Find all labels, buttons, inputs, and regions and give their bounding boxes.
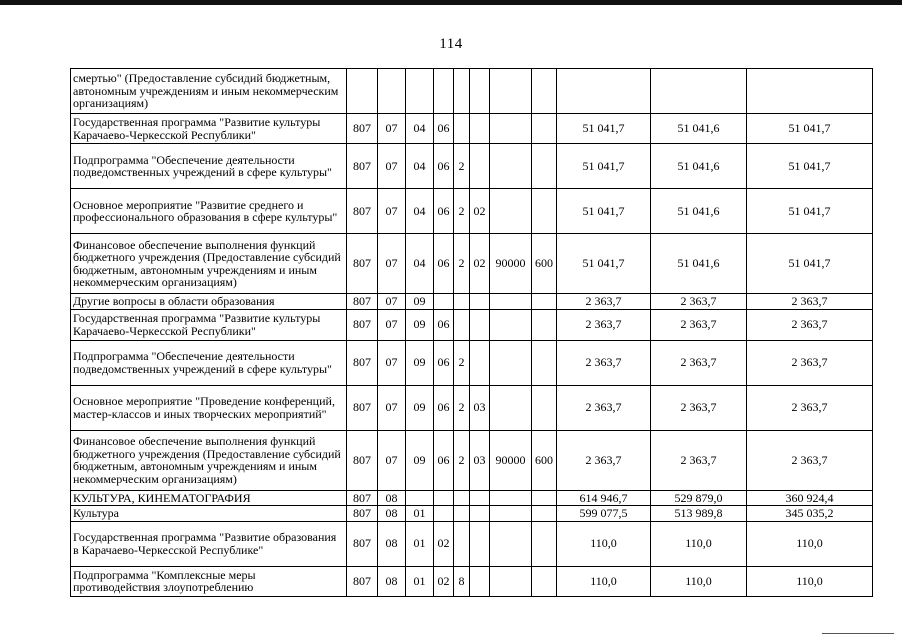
ministry-code: 807	[347, 340, 378, 385]
table-row	[71, 144, 873, 189]
activity-code	[470, 340, 490, 385]
amount-year-3: 51 041,7	[747, 234, 873, 294]
activity-code	[470, 309, 490, 340]
subprogram-code: 2	[454, 340, 470, 385]
subprogram-code: 2	[454, 144, 470, 189]
budget-item-name: Подпрограмма "Комплексные меры противодействия злоупотреблению	[71, 566, 347, 596]
subsection-code: 04	[406, 144, 434, 189]
ministry-code: 807	[347, 385, 378, 430]
direction-code	[490, 566, 532, 596]
table-row	[71, 234, 873, 294]
amount-year-3: 2 363,7	[747, 309, 873, 340]
activity-code	[470, 69, 490, 114]
table-row	[71, 506, 873, 522]
table-row	[71, 340, 873, 385]
budget-table	[70, 68, 873, 597]
amount-year-1: 51 041,7	[557, 234, 651, 294]
subprogram-code	[454, 309, 470, 340]
amount-year-2	[651, 69, 747, 114]
direction-code	[490, 114, 532, 144]
program-code: 06	[434, 189, 454, 234]
direction-code	[490, 490, 532, 506]
expense-type-code	[532, 69, 557, 114]
expense-type-code	[532, 566, 557, 596]
activity-code	[470, 521, 490, 566]
amount-year-2: 51 041,6	[651, 234, 747, 294]
amount-year-3: 51 041,7	[747, 114, 873, 144]
subprogram-code	[454, 490, 470, 506]
subprogram-code: 2	[454, 234, 470, 294]
direction-code	[490, 69, 532, 114]
amount-year-3: 51 041,7	[747, 189, 873, 234]
activity-code	[470, 114, 490, 144]
expense-type-code: 600	[532, 234, 557, 294]
budget-item-name: Государственная программа "Развитие культуры Карачаево-Черкесской Республики"	[71, 114, 347, 144]
ministry-code: 807	[347, 189, 378, 234]
activity-code	[470, 294, 490, 310]
amount-year-3: 2 363,7	[747, 385, 873, 430]
activity-code	[470, 506, 490, 522]
subsection-code: 09	[406, 294, 434, 310]
amount-year-1: 110,0	[557, 566, 651, 596]
program-code: 06	[434, 114, 454, 144]
ministry-code: 807	[347, 521, 378, 566]
ministry-code: 807	[347, 144, 378, 189]
amount-year-1: 599 077,5	[557, 506, 651, 522]
subprogram-code: 2	[454, 385, 470, 430]
subsection-code: 01	[406, 506, 434, 522]
budget-item-name: КУЛЬТУРА, КИНЕМАТОГРАФИЯ	[71, 490, 347, 506]
expense-type-code	[532, 144, 557, 189]
expense-type-code	[532, 189, 557, 234]
table-row	[71, 114, 873, 144]
ministry-code: 807	[347, 294, 378, 310]
direction-code	[490, 385, 532, 430]
program-code: 02	[434, 521, 454, 566]
amount-year-1: 2 363,7	[557, 309, 651, 340]
amount-year-2: 529 879,0	[651, 490, 747, 506]
amount-year-1: 51 041,7	[557, 189, 651, 234]
table-row	[71, 189, 873, 234]
section-code	[378, 69, 406, 114]
budget-item-name: Государственная программа "Развитие образования в Карачаево-Черкесской Республике"	[71, 521, 347, 566]
activity-code: 03	[470, 430, 490, 490]
amount-year-1: 2 363,7	[557, 430, 651, 490]
amount-year-1: 2 363,7	[557, 340, 651, 385]
ministry-code: 807	[347, 430, 378, 490]
expense-type-code	[532, 506, 557, 522]
amount-year-3: 110,0	[747, 521, 873, 566]
budget-item-name: Основное мероприятие "Развитие среднего и профессионального образования в сфере культуры"	[71, 189, 347, 234]
budget-item-name: Государственная программа "Развитие культуры Карачаево-Черкесской Республики"	[71, 309, 347, 340]
subsection-code: 09	[406, 340, 434, 385]
amount-year-3: 2 363,7	[747, 294, 873, 310]
subsection-code: 09	[406, 309, 434, 340]
section-code: 07	[378, 294, 406, 310]
amount-year-2: 110,0	[651, 521, 747, 566]
amount-year-3: 345 035,2	[747, 506, 873, 522]
subprogram-code: 2	[454, 430, 470, 490]
amount-year-1: 51 041,7	[557, 114, 651, 144]
amount-year-1: 110,0	[557, 521, 651, 566]
program-code	[434, 490, 454, 506]
table-row	[71, 309, 873, 340]
subprogram-code	[454, 294, 470, 310]
direction-code	[490, 506, 532, 522]
expense-type-code	[532, 309, 557, 340]
subprogram-code	[454, 69, 470, 114]
section-code: 08	[378, 490, 406, 506]
activity-code	[470, 144, 490, 189]
amount-year-1: 2 363,7	[557, 385, 651, 430]
program-code: 06	[434, 309, 454, 340]
subsection-code: 04	[406, 189, 434, 234]
subsection-code: 01	[406, 566, 434, 596]
amount-year-3: 360 924,4	[747, 490, 873, 506]
subsection-code: 04	[406, 114, 434, 144]
program-code: 06	[434, 234, 454, 294]
section-code: 07	[378, 385, 406, 430]
activity-code	[470, 490, 490, 506]
direction-code: 90000	[490, 234, 532, 294]
ministry-code	[347, 69, 378, 114]
amount-year-1	[557, 69, 651, 114]
program-code	[434, 506, 454, 522]
section-code: 07	[378, 189, 406, 234]
table-row	[71, 69, 873, 114]
budget-item-name: Другие вопросы в области образования	[71, 294, 347, 310]
table-row	[71, 490, 873, 506]
direction-code	[490, 309, 532, 340]
budget-item-name: смертью" (Предоставление субсидий бюджетным, автономным учреждениям и иным некоммерческим организациям)	[71, 69, 347, 114]
program-code: 06	[434, 430, 454, 490]
amount-year-2: 51 041,6	[651, 114, 747, 144]
amount-year-3: 110,0	[747, 566, 873, 596]
program-code: 06	[434, 340, 454, 385]
amount-year-2: 2 363,7	[651, 385, 747, 430]
expense-type-code	[532, 385, 557, 430]
direction-code: 90000	[490, 430, 532, 490]
direction-code	[490, 521, 532, 566]
budget-item-name: Культура	[71, 506, 347, 522]
subsection-code: 09	[406, 430, 434, 490]
amount-year-2: 2 363,7	[651, 294, 747, 310]
section-code: 08	[378, 521, 406, 566]
scan-top-border	[0, 0, 902, 5]
section-code: 07	[378, 309, 406, 340]
subprogram-code: 8	[454, 566, 470, 596]
table-row	[71, 385, 873, 430]
amount-year-3	[747, 69, 873, 114]
section-code: 08	[378, 506, 406, 522]
subprogram-code: 2	[454, 189, 470, 234]
subsection-code: 01	[406, 521, 434, 566]
amount-year-1: 614 946,7	[557, 490, 651, 506]
budget-item-name: Подпрограмма "Обеспечение деятельности подведомственных учреждений в сфере культуры"	[71, 144, 347, 189]
amount-year-2: 110,0	[651, 566, 747, 596]
section-code: 07	[378, 340, 406, 385]
budget-item-name: Финансовое обеспечение выполнения функций бюджетного учреждения (Предоставление субсидий бюджетным, автономным учреждениям и иным некоммерческим организациям)	[71, 234, 347, 294]
subsection-code: 04	[406, 234, 434, 294]
section-code: 07	[378, 114, 406, 144]
program-code: 02	[434, 566, 454, 596]
amount-year-3: 2 363,7	[747, 340, 873, 385]
page-number: 114	[439, 36, 463, 52]
amount-year-2: 2 363,7	[651, 430, 747, 490]
section-code: 08	[378, 566, 406, 596]
activity-code	[470, 566, 490, 596]
expense-type-code	[532, 521, 557, 566]
subprogram-code	[454, 521, 470, 566]
direction-code	[490, 189, 532, 234]
budget-item-name: Финансовое обеспечение выполнения функций бюджетного учреждения (Предоставление субсидий бюджетным, автономным учреждениям и иным некоммерческим организациям)	[71, 430, 347, 490]
amount-year-3: 2 363,7	[747, 430, 873, 490]
direction-code	[490, 144, 532, 189]
section-code: 07	[378, 234, 406, 294]
expense-type-code	[532, 490, 557, 506]
amount-year-2: 51 041,6	[651, 189, 747, 234]
subsection-code	[406, 69, 434, 114]
expense-type-code	[532, 294, 557, 310]
activity-code: 02	[470, 234, 490, 294]
ministry-code: 807	[347, 490, 378, 506]
section-code: 07	[378, 430, 406, 490]
direction-code	[490, 294, 532, 310]
section-code: 07	[378, 144, 406, 189]
subsection-code	[406, 490, 434, 506]
amount-year-3: 51 041,7	[747, 144, 873, 189]
program-code	[434, 294, 454, 310]
table-row	[71, 521, 873, 566]
amount-year-2: 51 041,6	[651, 144, 747, 189]
ministry-code: 807	[347, 309, 378, 340]
budget-table-body	[71, 69, 873, 597]
scan-bottom-mark	[822, 633, 894, 634]
amount-year-2: 513 989,8	[651, 506, 747, 522]
activity-code: 02	[470, 189, 490, 234]
program-code	[434, 69, 454, 114]
budget-item-name: Подпрограмма "Обеспечение деятельности подведомственных учреждений в сфере культуры"	[71, 340, 347, 385]
subsection-code: 09	[406, 385, 434, 430]
amount-year-1: 2 363,7	[557, 294, 651, 310]
subprogram-code	[454, 506, 470, 522]
activity-code: 03	[470, 385, 490, 430]
budget-item-name: Основное мероприятие "Проведение конференций, мастер-классов и иных творческих мероприятий"	[71, 385, 347, 430]
expense-type-code	[532, 114, 557, 144]
program-code: 06	[434, 385, 454, 430]
expense-type-code	[532, 340, 557, 385]
amount-year-2: 2 363,7	[651, 309, 747, 340]
table-row	[71, 294, 873, 310]
table-row	[71, 430, 873, 490]
program-code: 06	[434, 144, 454, 189]
expense-type-code: 600	[532, 430, 557, 490]
amount-year-2: 2 363,7	[651, 340, 747, 385]
subprogram-code	[454, 114, 470, 144]
table-row	[71, 566, 873, 596]
ministry-code: 807	[347, 506, 378, 522]
ministry-code: 807	[347, 234, 378, 294]
ministry-code: 807	[347, 114, 378, 144]
amount-year-1: 51 041,7	[557, 144, 651, 189]
ministry-code: 807	[347, 566, 378, 596]
direction-code	[490, 340, 532, 385]
